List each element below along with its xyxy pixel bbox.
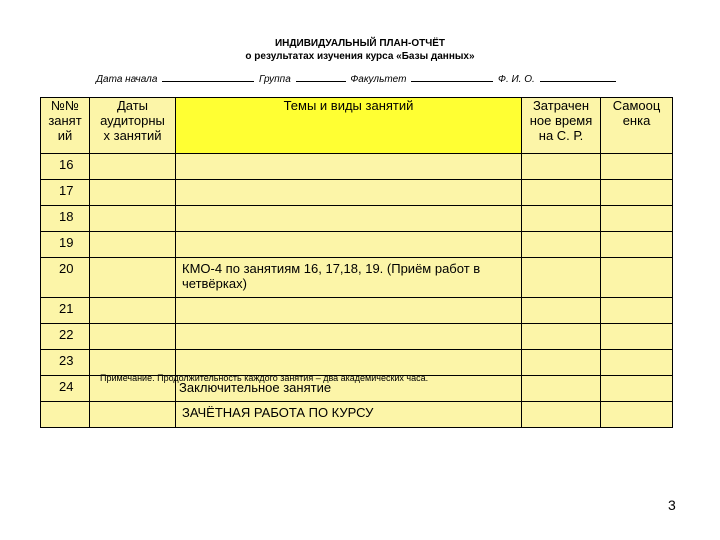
row-time[interactable] bbox=[522, 402, 601, 428]
row-score[interactable] bbox=[601, 376, 673, 402]
row-num: 23 bbox=[41, 350, 90, 376]
document-subtitle: о результатах изучения курса «Базы данных» bbox=[245, 51, 475, 62]
faculty-label: Факультет bbox=[350, 74, 407, 85]
row-score[interactable] bbox=[601, 258, 673, 298]
row-score[interactable] bbox=[601, 206, 673, 232]
row-time[interactable] bbox=[522, 376, 601, 402]
row-topic bbox=[176, 298, 522, 324]
row-time[interactable] bbox=[522, 154, 601, 180]
row-topic bbox=[176, 324, 522, 350]
row-time[interactable] bbox=[522, 206, 601, 232]
row-date[interactable] bbox=[90, 350, 176, 376]
row-date[interactable] bbox=[90, 154, 176, 180]
header-dates: Даты аудиторны х занятий bbox=[90, 98, 176, 154]
row-score[interactable] bbox=[601, 402, 673, 428]
row-num: 22 bbox=[41, 324, 90, 350]
table-row bbox=[41, 324, 673, 350]
row-time[interactable] bbox=[522, 350, 601, 376]
page-number: 3 bbox=[668, 497, 676, 513]
footnote: Примечание. Продолжительность каждого занятия – два академических часа. bbox=[100, 373, 429, 383]
row-num: 20 bbox=[41, 258, 90, 298]
row-topic: ЗАЧЁТНАЯ РАБОТА ПО КУРСУ bbox=[176, 402, 522, 428]
group-blank[interactable] bbox=[296, 72, 346, 82]
row-num: 24 bbox=[41, 376, 90, 402]
row-date[interactable] bbox=[90, 232, 176, 258]
header-time: Затрачен ное время на С. Р. bbox=[522, 98, 601, 154]
row-score[interactable] bbox=[601, 232, 673, 258]
table-row bbox=[41, 350, 673, 376]
final-topic: Заключительное занятие bbox=[179, 380, 332, 395]
header-score: Самооц енка bbox=[601, 98, 673, 154]
table-row bbox=[41, 206, 673, 232]
row-topic bbox=[176, 154, 522, 180]
header-topics: Темы и виды занятий bbox=[176, 98, 522, 154]
table-row bbox=[41, 154, 673, 180]
start-date-label: Дата начала bbox=[96, 74, 158, 85]
row-time[interactable] bbox=[522, 324, 601, 350]
row-score[interactable] bbox=[601, 154, 673, 180]
table-row bbox=[41, 180, 673, 206]
row-date[interactable] bbox=[90, 298, 176, 324]
row-date[interactable] bbox=[90, 258, 176, 298]
row-topic bbox=[176, 180, 522, 206]
table-header-row bbox=[41, 98, 673, 154]
row-score[interactable] bbox=[601, 180, 673, 206]
row-date[interactable] bbox=[90, 324, 176, 350]
row-topic bbox=[176, 232, 522, 258]
row-topic: КМО-4 по занятиям 16, 17,18, 19. (Приём работ в четвёрках) bbox=[176, 258, 522, 298]
row-num: 18 bbox=[41, 206, 90, 232]
row-date[interactable] bbox=[90, 206, 176, 232]
group-label: Группа bbox=[258, 74, 291, 85]
table-row bbox=[41, 402, 673, 428]
row-time[interactable] bbox=[522, 258, 601, 298]
start-date-blank[interactable] bbox=[162, 72, 254, 82]
row-time[interactable] bbox=[522, 232, 601, 258]
table-row bbox=[41, 298, 673, 324]
faculty-blank[interactable] bbox=[411, 72, 493, 82]
meta-line bbox=[96, 72, 656, 85]
table-row bbox=[41, 258, 673, 298]
row-time[interactable] bbox=[522, 298, 601, 324]
row-date[interactable] bbox=[90, 402, 176, 428]
table-row bbox=[41, 232, 673, 258]
row-date[interactable] bbox=[90, 180, 176, 206]
row-num: 16 bbox=[41, 154, 90, 180]
document-title: ИНДИВИДУАЛЬНЫЙ ПЛАН-ОТЧЁТ bbox=[274, 38, 446, 49]
row-num: 17 bbox=[41, 180, 90, 206]
row-num bbox=[41, 402, 90, 428]
row-topic bbox=[176, 206, 522, 232]
name-label: Ф. И. О. bbox=[498, 74, 535, 85]
name-blank[interactable] bbox=[540, 72, 616, 82]
row-num: 21 bbox=[41, 298, 90, 324]
header-num: №№ занят ий bbox=[41, 98, 90, 154]
row-topic bbox=[176, 350, 522, 376]
row-score[interactable] bbox=[601, 298, 673, 324]
row-num: 19 bbox=[41, 232, 90, 258]
row-time[interactable] bbox=[522, 180, 601, 206]
row-score[interactable] bbox=[601, 350, 673, 376]
row-score[interactable] bbox=[601, 324, 673, 350]
